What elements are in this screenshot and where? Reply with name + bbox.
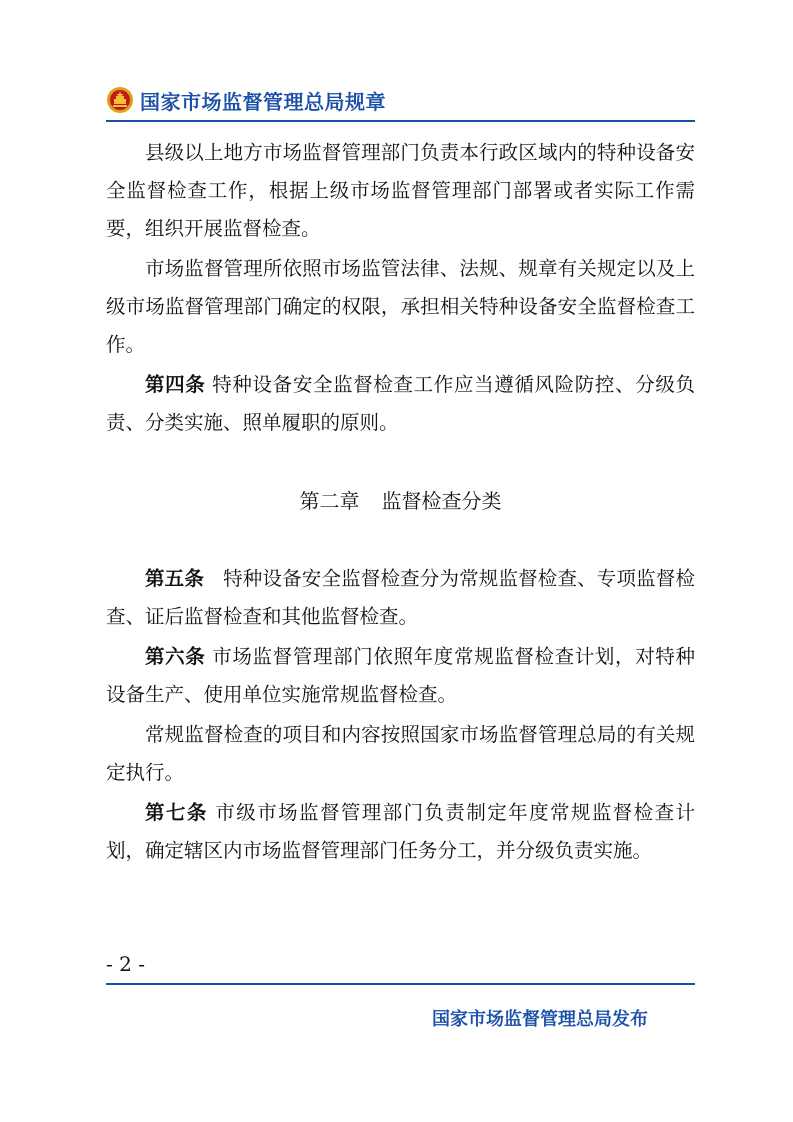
header-title: 国家市场监督管理总局规章 xyxy=(140,89,386,114)
paragraph xyxy=(106,716,695,792)
national-emblem-icon xyxy=(106,86,134,114)
article-paragraph xyxy=(106,560,695,636)
footer-divider xyxy=(106,983,695,985)
article-number: 第六条 xyxy=(145,645,206,668)
page-number: - 2 - xyxy=(106,952,145,976)
paragraph xyxy=(106,250,695,364)
paragraph-text: 县级以上地方市场监督管理部门负责本行政区域内的特种设备安全监督检查工作，根据上级市场监督管理部门部署或者实际工作需要，组织开展监督检查。 xyxy=(106,141,695,240)
paragraph-text: 市级市场监督管理部门负责制定年度常规监督检查计划，确定辖区内市场监督管理部门任务分工，并分级负责实施。 xyxy=(106,801,695,862)
chapter-title: 监督检查分类 xyxy=(381,489,502,513)
paragraph-text: 常规监督检查的项目和内容按照国家市场监督管理总局的有关规定执行。 xyxy=(106,723,695,784)
article-number: 第五条 xyxy=(145,567,205,590)
paragraph-text: 市场监督管理部门依照年度常规监督检查计划，对特种设备生产、使用单位实施常规监督检查。 xyxy=(106,645,695,706)
paragraph-text: 特种设备安全监督检查工作应当遵循风险防控、分级负责、分类实施、照单履职的原则。 xyxy=(106,373,695,434)
article-paragraph xyxy=(106,794,695,870)
article-paragraph xyxy=(106,638,695,714)
article-number: 第四条 xyxy=(145,373,206,396)
paragraph-text: 特种设备安全监督检查分为常规监督检查、专项监督检查、证后监督检查和其他监督检查。 xyxy=(106,567,695,628)
page-header xyxy=(106,82,386,118)
header-divider xyxy=(106,120,695,122)
paragraph xyxy=(106,134,695,248)
article-number: 第七条 xyxy=(145,801,208,824)
footer-publisher: 国家市场监督管理总局发布 xyxy=(432,1009,648,1030)
document-body xyxy=(106,134,695,872)
chapter-number: 第二章 xyxy=(299,489,360,513)
chapter-heading xyxy=(106,482,695,520)
paragraph-text: 市场监督管理所依照市场监管法律、法规、规章有关规定以及上级市场监督管理部门确定的权限，承担相关特种设备安全监督检查工作。 xyxy=(106,257,695,356)
article-paragraph xyxy=(106,366,695,442)
